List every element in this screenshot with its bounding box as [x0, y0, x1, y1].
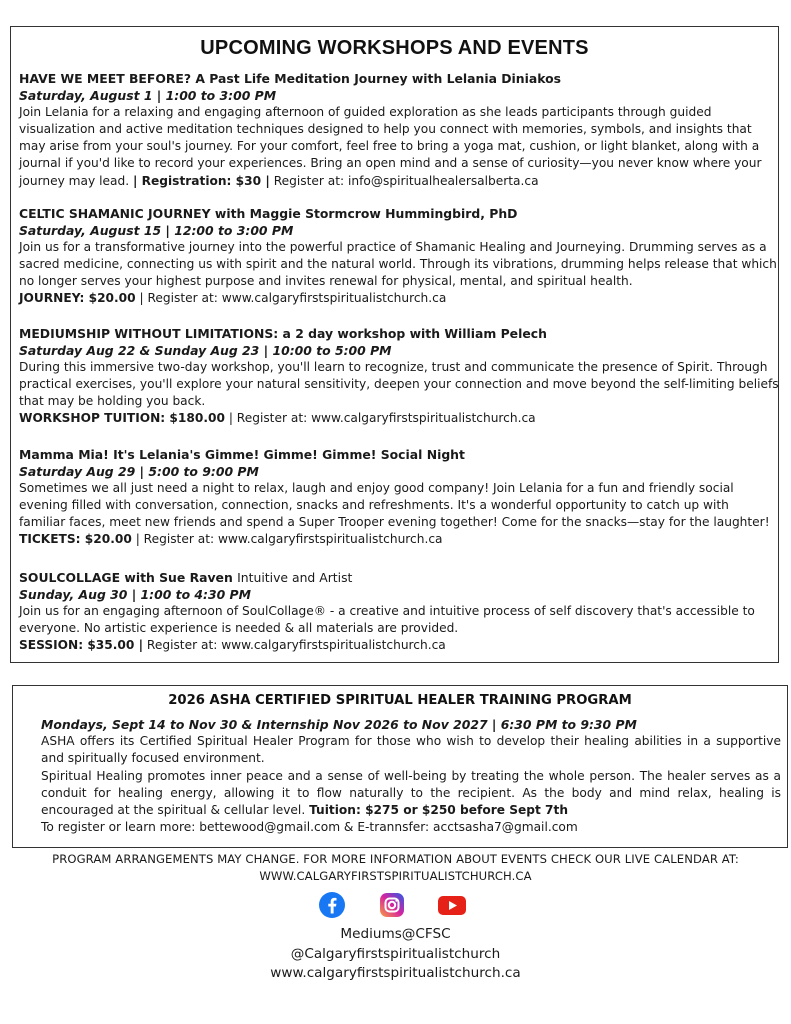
event-past-life	[19, 70, 779, 190]
page-title: UPCOMING WORKSHOPS AND EVENTS	[200, 37, 589, 59]
footer-note	[0, 851, 791, 885]
event-date: Sunday, Aug 30 | 1:00 to 4:30 PM	[19, 587, 251, 603]
event-title-suffix: Intuitive and Artist	[237, 570, 353, 585]
event-title: HAVE WE MEET BEFORE? A Past Life Meditation Journey with Lelania Diniakos	[19, 71, 562, 86]
program-details: Spiritual Healing promotes inner peace and a sense of well-being by treating the whole person. The healer serves as a conduit for healing energy, allowing it to flow naturally to the recipient. As the body and mind relax, healing is encouraged at the spiritual & cellular level. Tuition: $275 or $250 before Sept 7th	[41, 768, 781, 818]
event-registration	[19, 531, 779, 548]
event-title: Mamma Mia! It's Lelania's Gimme! Gimme! Gimme! Social Night	[19, 447, 465, 462]
event-price: SESSION: $35.00 |	[19, 638, 144, 653]
social-icons	[0, 891, 791, 921]
event-price: | Registration: $30 |	[132, 173, 270, 188]
event-date: Saturday, August 1 | 1:00 to 3:00 PM	[19, 88, 277, 104]
event-soulcollage	[19, 569, 779, 654]
event-mediumship	[19, 325, 779, 428]
event-register[interactable]: Register at: info@spiritualhealersalberta.ca	[273, 173, 539, 188]
event-register[interactable]: | Register at: www.calgaryfirstspiritualistchurch.ca	[228, 411, 536, 426]
program-tuition: Tuition: $275 or $250 before Sept 7th	[309, 803, 569, 818]
program-content	[41, 716, 781, 836]
event-celtic-shamanic	[19, 205, 779, 308]
event-title: MEDIUMSHIP WITHOUT LIMITATIONS: a 2 day workshop with William Pelech	[19, 326, 547, 341]
event-register[interactable]: | Register at: www.calgaryfirstspiritualistchurch.ca	[135, 532, 443, 547]
event-date: Saturday Aug 22 & Sunday Aug 23 | 10:00 to 5:00 PM	[19, 343, 392, 359]
contact-website[interactable]: www.calgaryfirstspiritualistchurch.ca	[270, 965, 521, 981]
event-register[interactable]: Register at: www.calgaryfirstspiritualistchurch.ca	[146, 638, 446, 653]
event-registration	[19, 290, 779, 307]
footer-note-line1: PROGRAM ARRANGEMENTS MAY CHANGE. FOR MORE INFORMATION ABOUT EVENTS CHECK OUR LIVE CALENDAR AT:	[52, 852, 739, 866]
youtube-icon[interactable]	[437, 891, 465, 919]
event-date: Saturday, August 15 | 12:00 to 3:00 PM	[19, 223, 294, 239]
event-price: JOURNEY: $20.00	[19, 291, 136, 306]
program-register[interactable]: To register or learn more: bettewood@gmail.com & E-trannsfer: acctsasha7@gmail.com	[41, 820, 578, 835]
event-title: SOULCOLLAGE with Sue Raven Intuitive and Artist	[19, 570, 353, 585]
facebook-icon[interactable]	[318, 891, 346, 919]
program-description: ASHA offers its Certified Spiritual Healer Program for those who wish to develop their healing abilities in a supportive and spiritually focused environment.	[41, 734, 781, 766]
event-description: During this immersive two-day workshop, you'll learn to recognize, trust and communicate the presence of Spirit. Through practical exercises, you'll explore your natural sensitivity, deepen your connection and move beyond the self-limiting beliefs that may be holding you back.	[19, 360, 779, 409]
event-description: Join us for an engaging afternoon of SoulCollage® - a creative and intuitive process of self discovery that's accessible to everyone. No artistic experience is needed & all materials are provided.	[19, 604, 755, 636]
contact-handle: Mediums@CFSC	[340, 926, 451, 942]
program-box	[12, 685, 788, 848]
event-register[interactable]: | Register at: www.calgaryfirstspiritualistchurch.ca	[139, 291, 447, 306]
event-social-night	[19, 446, 779, 549]
workshops-box	[10, 26, 779, 663]
contact-social: @Calgaryfirstspiritualistchurch	[290, 945, 501, 962]
contact-info	[0, 925, 791, 984]
event-title: CELTIC SHAMANIC JOURNEY with Maggie Stormcrow Hummingbird, PhD	[19, 206, 518, 221]
event-description: Join Lelania for a relaxing and engaging afternoon of guided exploration as she leads participants through guided visualization and active meditation techniques designed to help you connect with memories, symbols, and insights that may arise from your soul's journey. For your comfort, feel free to bring a yoga mat, cushion, or light blanket, along with a journal if you'd like to record your experiences. Bring an open mind and a sense of curiosity—you never know where your journey may lead. | Registration: $30 | Register at: info@spiritualhealersalberta.ca	[19, 105, 762, 188]
event-registration	[19, 410, 779, 427]
event-date: Saturday Aug 29 | 5:00 to 9:00 PM	[19, 464, 259, 480]
event-description: Sometimes we all just need a night to relax, laugh and enjoy good company! Join Lelania for a fun and friendly social evening filled with conversation, connection, snacks and refreshments. It's a wonderful opportunity to catch up with familiar faces, meet new friends and spend a Super Trooper evening together! Come for the snacks—stay for the laughter!	[19, 481, 770, 530]
event-description: Join us for a transformative journey into the powerful practice of Shamanic Healing and Journeying. Drumming serves as a sacred medicine, connecting us with spirit and the natural world. Through its vibrations, drumming helps release that which no longer serves your highest purpose and invites renewal for physical, mental, and spiritual health.	[19, 240, 777, 289]
program-title: 2026 ASHA CERTIFIED SPIRITUAL HEALER TRAINING PROGRAM	[168, 693, 632, 708]
event-registration	[19, 637, 779, 654]
footer-website-caps[interactable]: WWW.CALGARYFIRSTSPIRITUALISTCHURCH.CA	[259, 869, 532, 883]
program-date: Mondays, Sept 14 to Nov 30 & Internship Nov 2026 to Nov 2027 | 6:30 PM to 9:30 PM	[41, 717, 637, 732]
instagram-icon[interactable]	[378, 891, 406, 919]
event-price: TICKETS: $20.00	[19, 532, 132, 547]
event-price: WORKSHOP TUITION: $180.00	[19, 411, 225, 426]
